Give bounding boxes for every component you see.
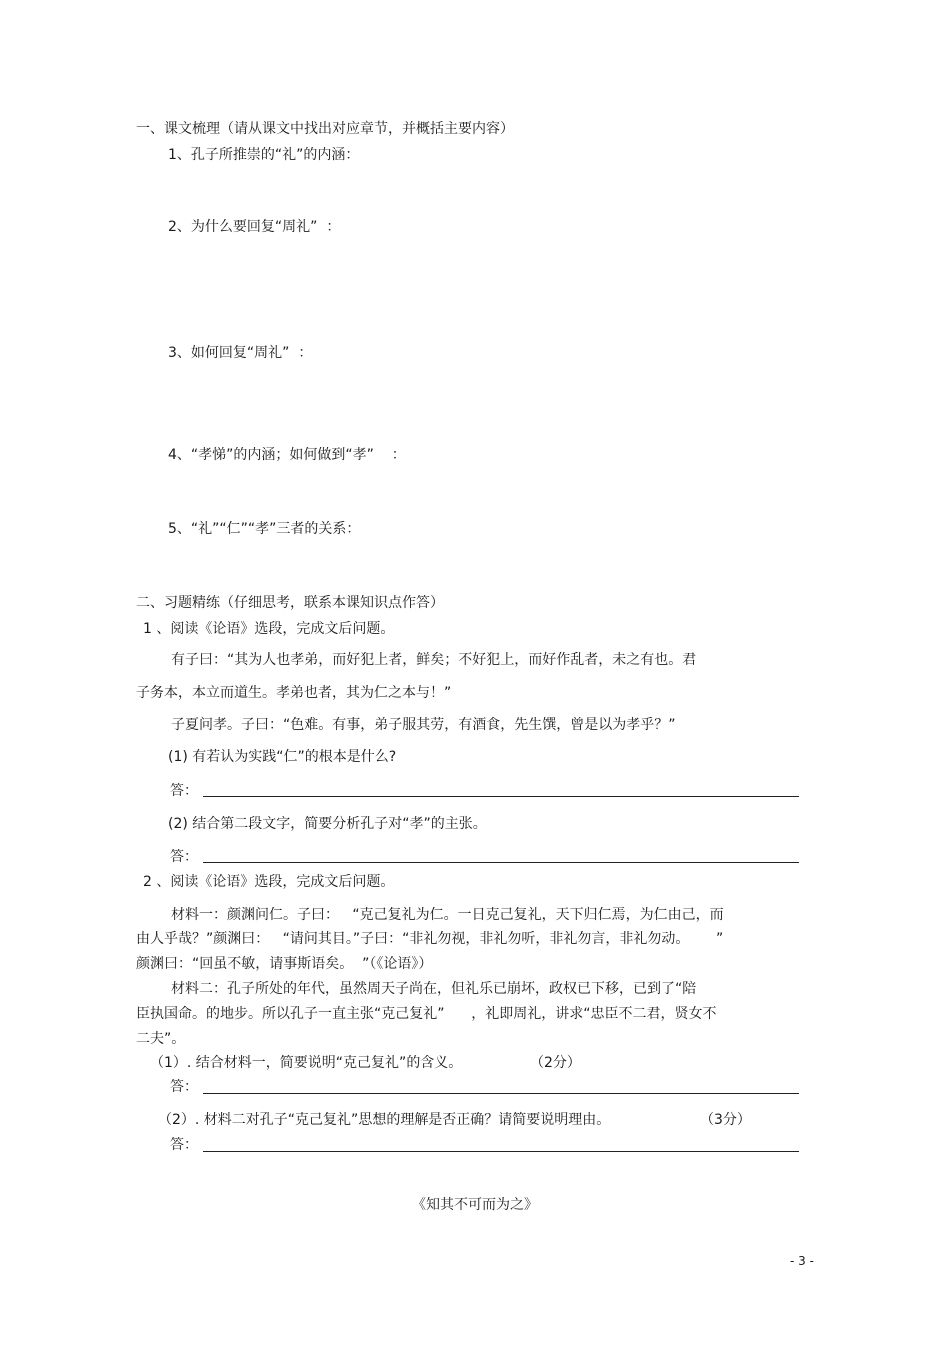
question-2-title: 2 、阅读《论语》选段，完成文后问题。 [143, 874, 395, 890]
question-1-title: 1 、阅读《论语》选段，完成文后问题。 [143, 621, 395, 637]
q2-subquestion-1: （1）. 结合材料一，简要说明“克己复礼”的含义。 [150, 1055, 463, 1071]
q2-subquestion-2-score: （3分） [700, 1112, 751, 1128]
q1-passage-line: 有子曰：“其为人也孝弟，而好犯上者，鲜矣；不好犯上，而好作乱者，未之有也。君 [171, 652, 697, 668]
section1-item-1: 1、孔子所推崇的“礼”的内涵： [168, 147, 360, 163]
q2-material-line: 由人乎哉？”颜渊曰： “请问其目。”子曰：“非礼勿视，非礼勿听，非礼勿言，非礼勿动。 ” [136, 931, 724, 947]
section1-item-2: 2、为什么要回复“周礼” ： [168, 219, 341, 235]
next-section-title: 《知其不可而为之》 [412, 1197, 538, 1213]
answer-line[interactable] [203, 1093, 799, 1094]
answer-label: 答： [170, 849, 198, 865]
section2-heading: 二、习题精练（仔细思考，联系本课知识点作答） [136, 595, 444, 611]
q1-passage-line: 子夏问孝。子曰：“色难。有事，弟子服其劳，有酒食，先生馔，曾是以为孝乎？” [171, 717, 676, 733]
q2-material-line: 二夫”。 [136, 1031, 186, 1047]
section1-item-3: 3、如何回复“周礼” ： [168, 345, 313, 361]
answer-line[interactable] [203, 796, 799, 797]
answer-label: 答： [170, 783, 198, 799]
q1-subquestion-1: (1) 有若认为实践“仁”的根本是什么? [168, 749, 397, 765]
section1-item-5: 5、“礼”“仁”“孝”三者的关系： [168, 521, 361, 537]
answer-line[interactable] [203, 862, 799, 863]
answer-line[interactable] [203, 1151, 799, 1152]
q2-subquestion-1-score: （2分） [530, 1055, 581, 1071]
section1-item-4: 4、“孝悌”的内涵；如何做到“孝” ： [168, 447, 406, 463]
q2-subquestion-2: （2）. 材料二对孔子“克己复礼”思想的理解是否正确？请简要说明理由。 [158, 1112, 611, 1128]
section1-heading: 一、课文梳理（请从课文中找出对应章节，并概括主要内容） [136, 121, 514, 137]
answer-label: 答： [170, 1079, 198, 1095]
q2-material-line: 材料一：颜渊问仁。子曰： “克己复礼为仁。一日克己复礼，天下归仁焉，为仁由己，而 [171, 907, 724, 923]
q1-subquestion-2: (2) 结合第二段文字，简要分析孔子对“孝”的主张。 [168, 816, 487, 832]
page-number: - 3 - [790, 1254, 814, 1268]
q2-material-line: 材料二：孔子所处的年代，虽然周天子尚在，但礼乐已崩坏，政权已下移，已到了“陪 [171, 981, 697, 997]
answer-label: 答： [170, 1137, 198, 1153]
q2-material-line: 臣执国命。的地步。所以孔子一直主张“克己复礼” ，礼即周礼，讲求“忠臣不二君，贤女不 [136, 1006, 717, 1022]
q2-material-line: 颜渊曰：“回虽不敏，请事斯语矣。 ”（《论语》） [136, 956, 433, 972]
q1-passage-line: 子务本，本立而道生。孝弟也者，其为仁之本与！” [136, 685, 452, 701]
